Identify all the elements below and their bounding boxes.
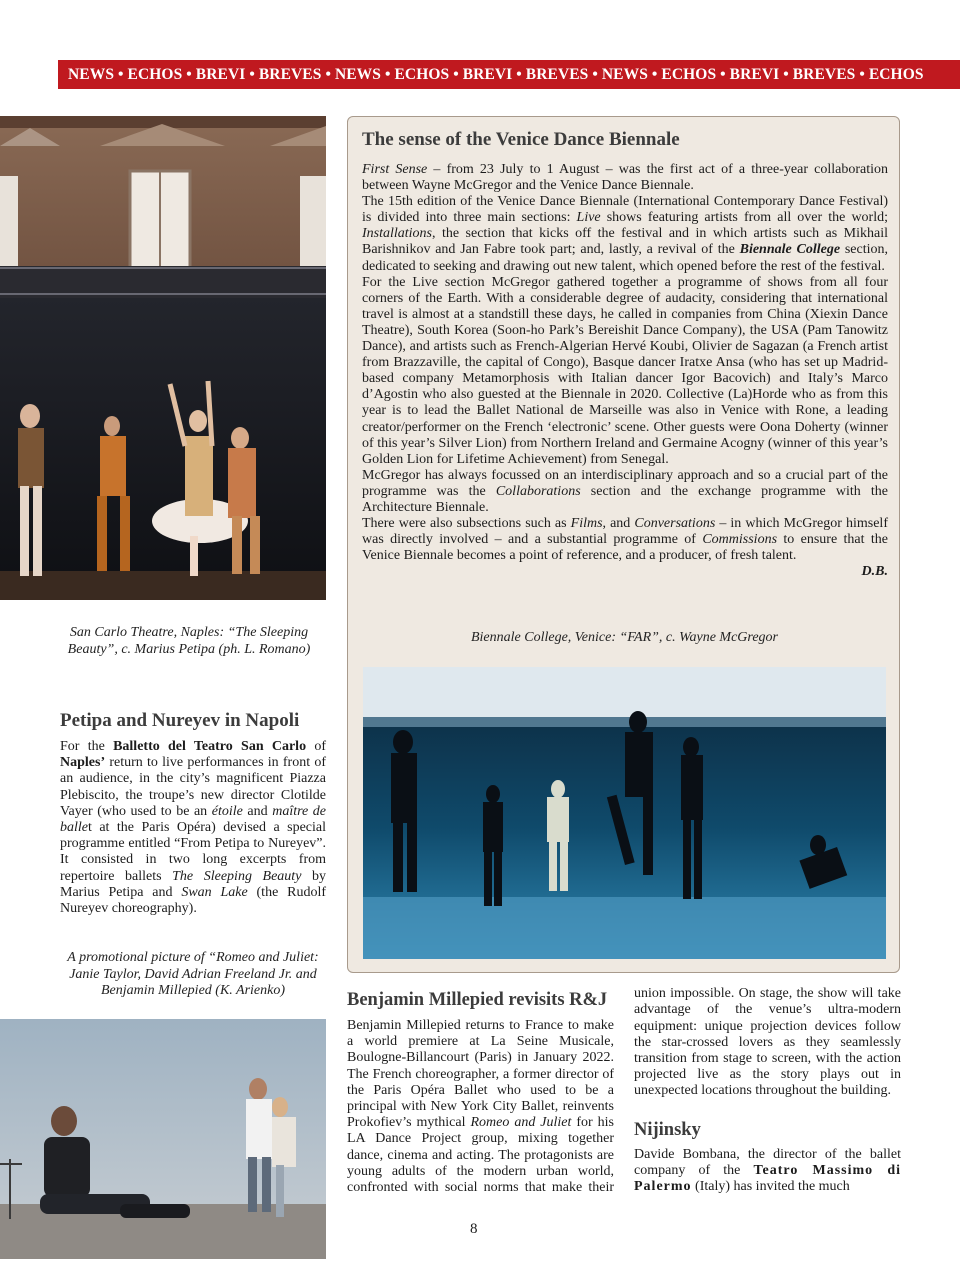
petipa-text-c: of bbox=[306, 739, 326, 754]
venice-p4-c: section and the exchange programme with the Architecture Biennale. bbox=[362, 483, 888, 515]
petipa-etoile: étoile bbox=[211, 803, 243, 819]
venice-films: Films bbox=[570, 516, 603, 532]
petipa-maitre: maître de balle bbox=[60, 803, 327, 836]
venice-title: The sense of the Venice Dance Biennale bbox=[362, 129, 680, 150]
sleeping-beauty-image bbox=[0, 116, 326, 600]
venice-biennale-box bbox=[347, 116, 900, 973]
petipa-title: Petipa and Nureyev in Napoli bbox=[60, 710, 300, 731]
article-millepied bbox=[347, 990, 614, 1011]
venice-p1 bbox=[362, 162, 888, 194]
millepied-body-col1 bbox=[347, 1018, 614, 1196]
petipa-text-k: by Marius Petipa and bbox=[60, 868, 326, 900]
article-petipa bbox=[60, 710, 326, 917]
section-banner: NEWS • ECHOS • BREVI • BREVES • NEWS • ECHOS • BREVI • BREVES • NEWS • ECHOS • BREVI • BREVES • ECHOS bbox=[58, 60, 960, 89]
millepied-continued bbox=[634, 986, 901, 1100]
venice-p2 bbox=[362, 194, 888, 274]
venice-p5-e: – in which McGregor himself was directly involved – and a substantial programme of bbox=[362, 516, 888, 548]
caption-san-carlo: San Carlo Theatre, Naples: “The Sleeping Beauty”, c. Marius Petipa (ph. L. Romano) bbox=[67, 625, 311, 657]
venice-p2-c: shows featuring artists from all over the world; bbox=[600, 210, 888, 226]
millepied-body-col2 bbox=[634, 986, 901, 1100]
nijinsky-body bbox=[634, 1147, 901, 1196]
venice-p4-a: McGregor has always focussed on an interdisciplinary approach and so a crucial part of the programme was the bbox=[362, 467, 888, 499]
petipa-body bbox=[60, 739, 326, 917]
petipa-text-a: For the bbox=[60, 739, 114, 754]
caption-biennale: Biennale College, Venice: “FAR”, c. Wayne McGregor bbox=[470, 630, 778, 645]
petipa-company: Balletto del Teatro San Carlo bbox=[113, 739, 307, 754]
romeo-juliet-image bbox=[0, 1019, 326, 1259]
caption-romeo: A promotional picture of “Romeo and Juliet: Janie Taylor, David Adrian Freeland Jr. and Benjamin Millepied (K. Arienko) bbox=[67, 950, 319, 998]
venice-collaborations: Collaborations bbox=[495, 483, 581, 499]
venice-p5-c: , and bbox=[602, 516, 635, 532]
venice-biennale-college: Biennale College bbox=[739, 242, 841, 258]
far-image bbox=[363, 667, 886, 959]
petipa-text-m: (the Rudolf Nureyev choreography). bbox=[60, 884, 326, 917]
venice-signature: D.B. bbox=[861, 564, 888, 580]
venice-commissions: Commissions bbox=[702, 532, 778, 548]
venice-p2-e: , the section that kicks off the festival and in which artists such as Mikhail Barishnikov and Jan Fabre took part; and, lastly, a revival of the bbox=[362, 226, 888, 258]
petipa-city: Naples’ bbox=[60, 755, 106, 771]
millepied-text-c-cont: union impossible. On stage, the show will take advantage of the venue’s ultra-modern equipment: unique projection devices follow the star-crossed lovers as they seamlessly transition from stage to screen, with the action projected live as the story plays out in unexpected locations throughout the building. bbox=[634, 986, 901, 1099]
venice-conversations: Conversations bbox=[634, 516, 716, 532]
venice-p4 bbox=[362, 468, 888, 516]
nijinsky-text-a: Davide Bombana, the director of the ballet company of the bbox=[634, 1147, 901, 1179]
nijinsky-teatro: Teatro Massimo di Palermo bbox=[634, 1163, 901, 1195]
venice-p3: For the Live section McGregor gathered together a programme of shows from all four corners of the Earth. With a considerable degree of audacity, considering that international travel is almost at a standstill these days, he called in companies from China (Xiexin Dance Theatre), South Korea (Soon-ho Park’s Bereishit Dance Company), the USA (Pam Tanowitz Dance), and artists such as French-Algerian Hervé Koubi, Olivier de Sagazan (a French artist from Brazzaville, the capital of Congo), Basque dancer Iratxe Ansa (who has set up Madrid-based company Metamorphosis with Italian dancer Igor Bacovich) and Italy’s Marco d’Agostin who also guested at the Biennale in 2020. Collective (La)Horde who as from this year is to lead the Ballet National de Marseille was also in Venice with Rone, a leading creator/performer on the French ‘electronic’ scene. Other guests were Oona Doherty (winner of this year’s Silver Lion) from Northern Ireland and Germaine Acogny (winner of this year’s Golden Lion for Lifetime Achievement) from Senegal. bbox=[362, 274, 888, 467]
venice-p2-a: The 15th edition of the Venice Dance Biennale (International Contemporary Dance Festival) is divided into three main sections: bbox=[362, 194, 888, 226]
venice-p5 bbox=[362, 516, 888, 564]
millepied-romeo-juliet: Romeo and Juliet bbox=[470, 1115, 572, 1131]
venice-p2-g: section, dedicated to seeking and drawing out new talent, which opened before the rest of the festival. bbox=[362, 242, 888, 274]
venice-installations: Installations bbox=[362, 226, 433, 242]
photo-sleeping-beauty bbox=[0, 116, 326, 600]
photo-far bbox=[363, 667, 886, 959]
millepied-text-a: Benjamin Millepied returns to France to make a world premiere at La Seine Musicale, Boulogne-Billancourt (Paris) in January 2022. The French choreographer, a former director of the Paris Opéra Ballet who used to be a principal with New York City Ballet, reinvents Prokofiev’s mythical bbox=[347, 1018, 614, 1131]
venice-first-sense: First Sense bbox=[362, 162, 428, 177]
venice-live: Live bbox=[576, 210, 601, 226]
venice-p5-a: There were also subsections such as bbox=[362, 516, 571, 532]
petipa-text-e: return to live performances in front of an audience, in the city’s magnificent Piazza Plebiscito, the troupe’s new director Clotilde Vayer (who used to be an bbox=[60, 755, 326, 819]
nijinsky-text-c: (Italy) has invited the much bbox=[691, 1179, 850, 1195]
venice-p5-g: to ensure that the Venice Biennale becomes a point of reference, and a producer, of fresh talent. bbox=[362, 532, 889, 564]
nijinsky-title: Nijinsky bbox=[634, 1120, 701, 1140]
photo-romeo-juliet bbox=[0, 1019, 326, 1259]
petipa-swan-lake: Swan Lake bbox=[181, 884, 248, 900]
millepied-text-c: for his LA Dance Project group, mixing together dance, cinema and acting. The protagonists are young adults of the modern urban world, confronted with social norms that make their bbox=[347, 1115, 614, 1196]
article-nijinsky bbox=[634, 1120, 901, 1196]
millepied-title: Benjamin Millepied revisits R&J bbox=[347, 990, 608, 1010]
petipa-text-g: and bbox=[242, 803, 273, 819]
page-number: 8 bbox=[470, 1221, 478, 1237]
petipa-text-i: t at the Paris Opéra) devised a special programme entitled “From Petipa to Nureyev”. It consisted in two long excerpts from repertoire ballets bbox=[60, 820, 326, 884]
venice-p1-text: – from 23 July to 1 August – was the first act of a three-year collaboration between Wayne McGregor and the Venice Dance Biennale. bbox=[362, 162, 888, 194]
petipa-sleeping-beauty: The Sleeping Beauty bbox=[172, 868, 302, 884]
venice-body bbox=[362, 162, 888, 580]
